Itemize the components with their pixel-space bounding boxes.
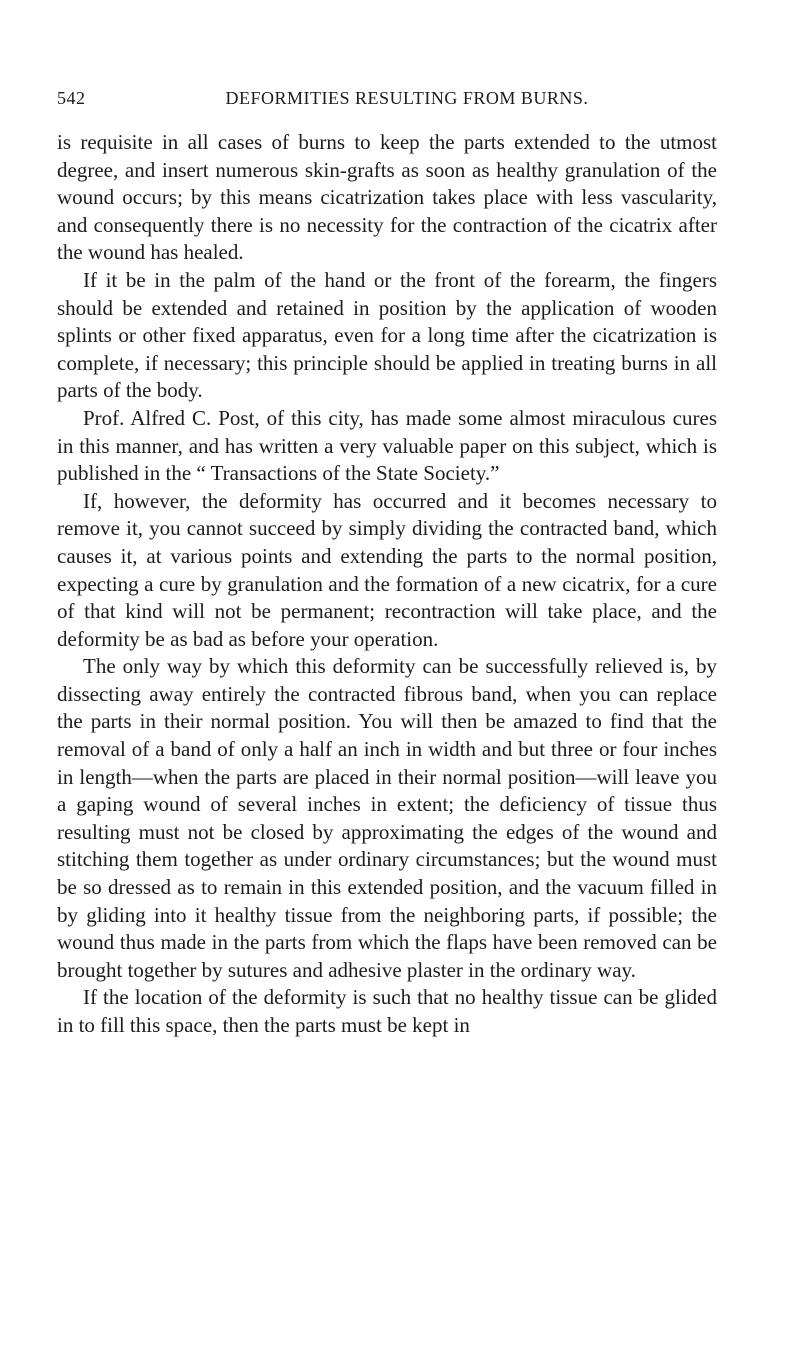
paragraph-hand-forearm: If it be in the palm of the hand or the front of the forearm, the fingers should be extended and retained in position by the application of wooden splints or other fixed apparatus, even for a long time after the cicatrization is complete, if necessary; this principle should be applied in treating burns in all parts of the body. <box>57 267 717 403</box>
paragraph-continuation: is requisite in all cases of burns to keep the parts extended to the utmost degree, and insert numerous skin-grafts as soon as healthy granulation of the wound occurs; by this means cicatrization takes place with less vascularity, and consequently there is no necessity for the contraction of the cicatrix after the wound has healed. <box>57 130 717 265</box>
running-title: DEFORMITIES RESULTING FROM BURNS. <box>225 88 589 108</box>
paragraph-location: If the location of the deformity is such that no healthy tissue can be glided in to fill this space, then the parts must be kept in <box>57 985 717 1037</box>
running-head <box>57 88 717 118</box>
paragraph-deformity-removal: If, however, the deformity has occurred and it becomes necessary to remove it, you cannot succeed by simply dividing the contracted band, which causes it, at various points and extending the parts to the normal position, expecting a cure by granulation and the formation of a new cicatrix, for a cure of that kind will not be permanent; recontraction will take place, and the deformity be as bad as before your operation. <box>57 488 717 651</box>
page-number: 542 <box>57 88 86 108</box>
paragraph-dissection: The only way by which this deformity can be successfully relieved is, by dissecting away entirely the contracted fibrous band, when you can replace the parts in their normal position. You will then be amazed to find that the removal of a band of only a half an inch in width and but three or four inches in length—when the parts are placed in their normal position—will leave you a gaping wound of several inches in extent; the deficiency of tissue thus resulting must not be closed by approximating the edges of the wound and stitching them together as under ordinary circumstances; but the wound must be so dressed as to remain in this extended position, and the vacuum filled in by gliding into it healthy tissue from the neighboring parts, if possible; the wound thus made in the parts from which the flaps have been removed can be brought together by sutures and adhesive plaster in the ordinary way. <box>57 654 717 982</box>
paragraph-prof-post: Prof. Alfred C. Post, of this city, has made some almost miraculous cures in this manner, and has written a very valuable paper on this subject, which is published in the “ Transactions of the State Society.” <box>57 405 717 486</box>
body-text <box>57 129 717 1040</box>
